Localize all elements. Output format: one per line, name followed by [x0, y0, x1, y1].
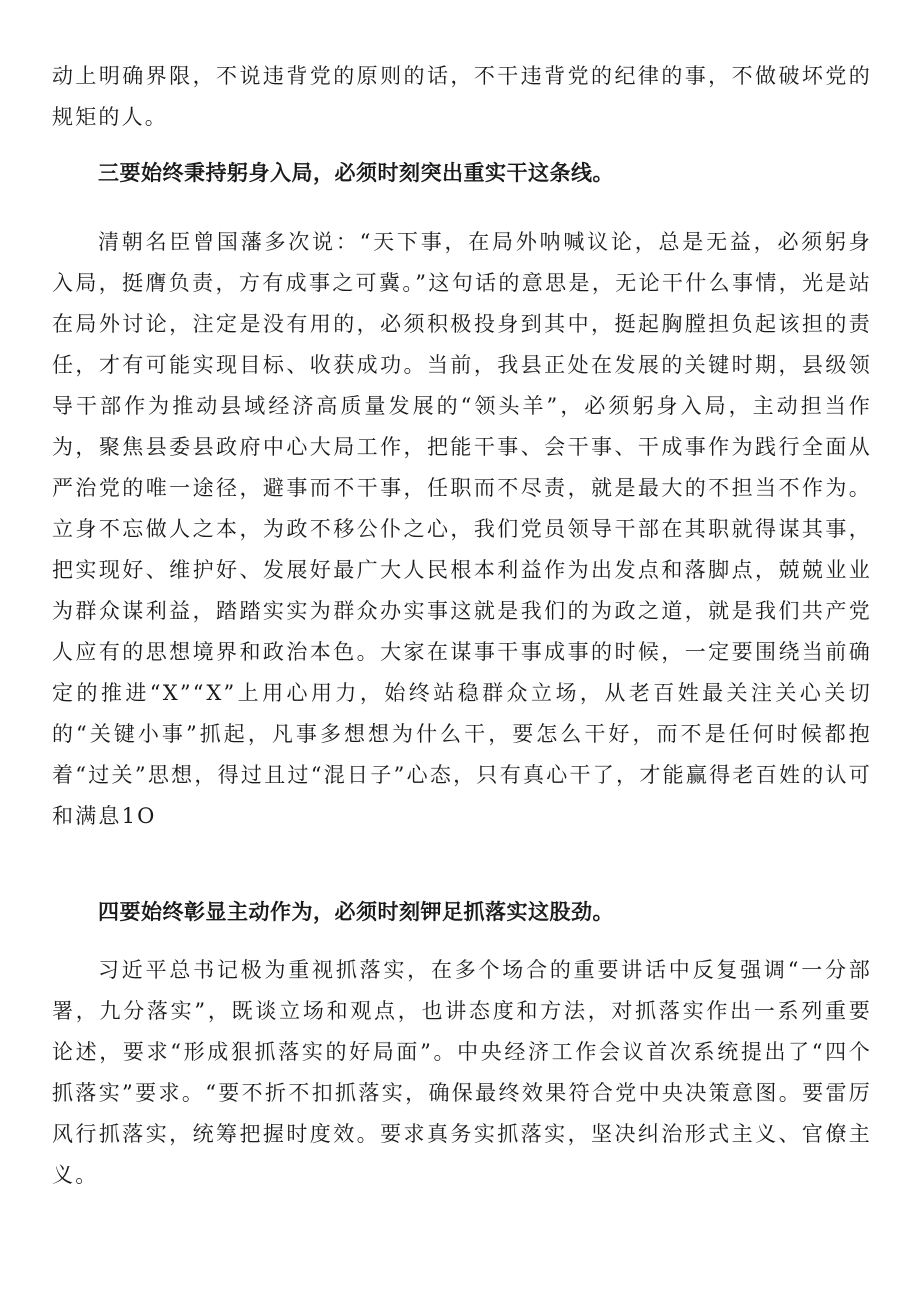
section-heading-four: 四要始终彰显主动作为，必须时刻钾足抓落实这股劲。 [98, 900, 614, 924]
paragraph-section-three: 清朝名臣曾国藩多次说：“天下事，在局外呐喊议论，总是无益，必须躬身入局，挺膺负责，方有成事之可冀。”这句话的意思是，无论干什么事情，光是站在局外讨论，注定是没有用的，必须积极投身到其中，挺起胸膛担负起该担的责任，才有可能实现目标、收获成功。当前，我县正处在发展的关键时期，县级领导干部作为推动县域经济高质量发展的“领头羊”，必须躬身入局，主动担当作为，聚焦县委县政府中心大局工作，把能干事、会干事、干成事作为践行全面从严治党的唯一途径，避事而不干事，任职而不尽责，就是最大的不担当不作为。立身不忘做人之本，为政不移公仆之心，我们党员领导干部在其职就得谋其事，把实现好、维护好、发展好最广大人民根本利益作为出发点和落脚点，兢兢业业为群众谋利益，踏踏实实为群众办实事这就是我们的为政之道，就是我们共产党人应有的思想境界和政治本色。大家在谋事干事成事的时候，一定要围绕当前确定的推进“X”“X”上用心用力，始终站稳群众立场，从老百姓最关注关心关切的“关键小事”抓起，凡事多想想为什么干，要怎么干好，而不是任何时候都抱着“过关”思想，得过且过“混日子”心态，只有真心干了，才能赢得老百姓的认可和满息1O [52, 230, 872, 828]
paragraph-section-four: 习近平总书记极为重视抓落实，在多个场合的重要讲话中反复强调“一分部署，九分落实”，既谈立场和观点，也讲态度和方法，对抓落实作出一系列重要论述，要求“形成狠抓落实的好局面”。中央经济工作会议首次系统提出了“四个抓落实”要求。“要不折不扣抓落实，确保最终效果符合党中央决策意图。要雷厉风行抓落实，统筹把握时度效。要求真务实抓落实，坚决纠治形式主义、官僚主义。 [52, 958, 872, 1187]
section-heading-three: 三要始终秉持躬身入局，必须时刻突出重实干这条线。 [98, 161, 614, 185]
paragraph-continuation: 动上明确界限，不说违背党的原则的话，不干违背党的纪律的事，不做破坏党的规矩的人。 [52, 64, 872, 129]
